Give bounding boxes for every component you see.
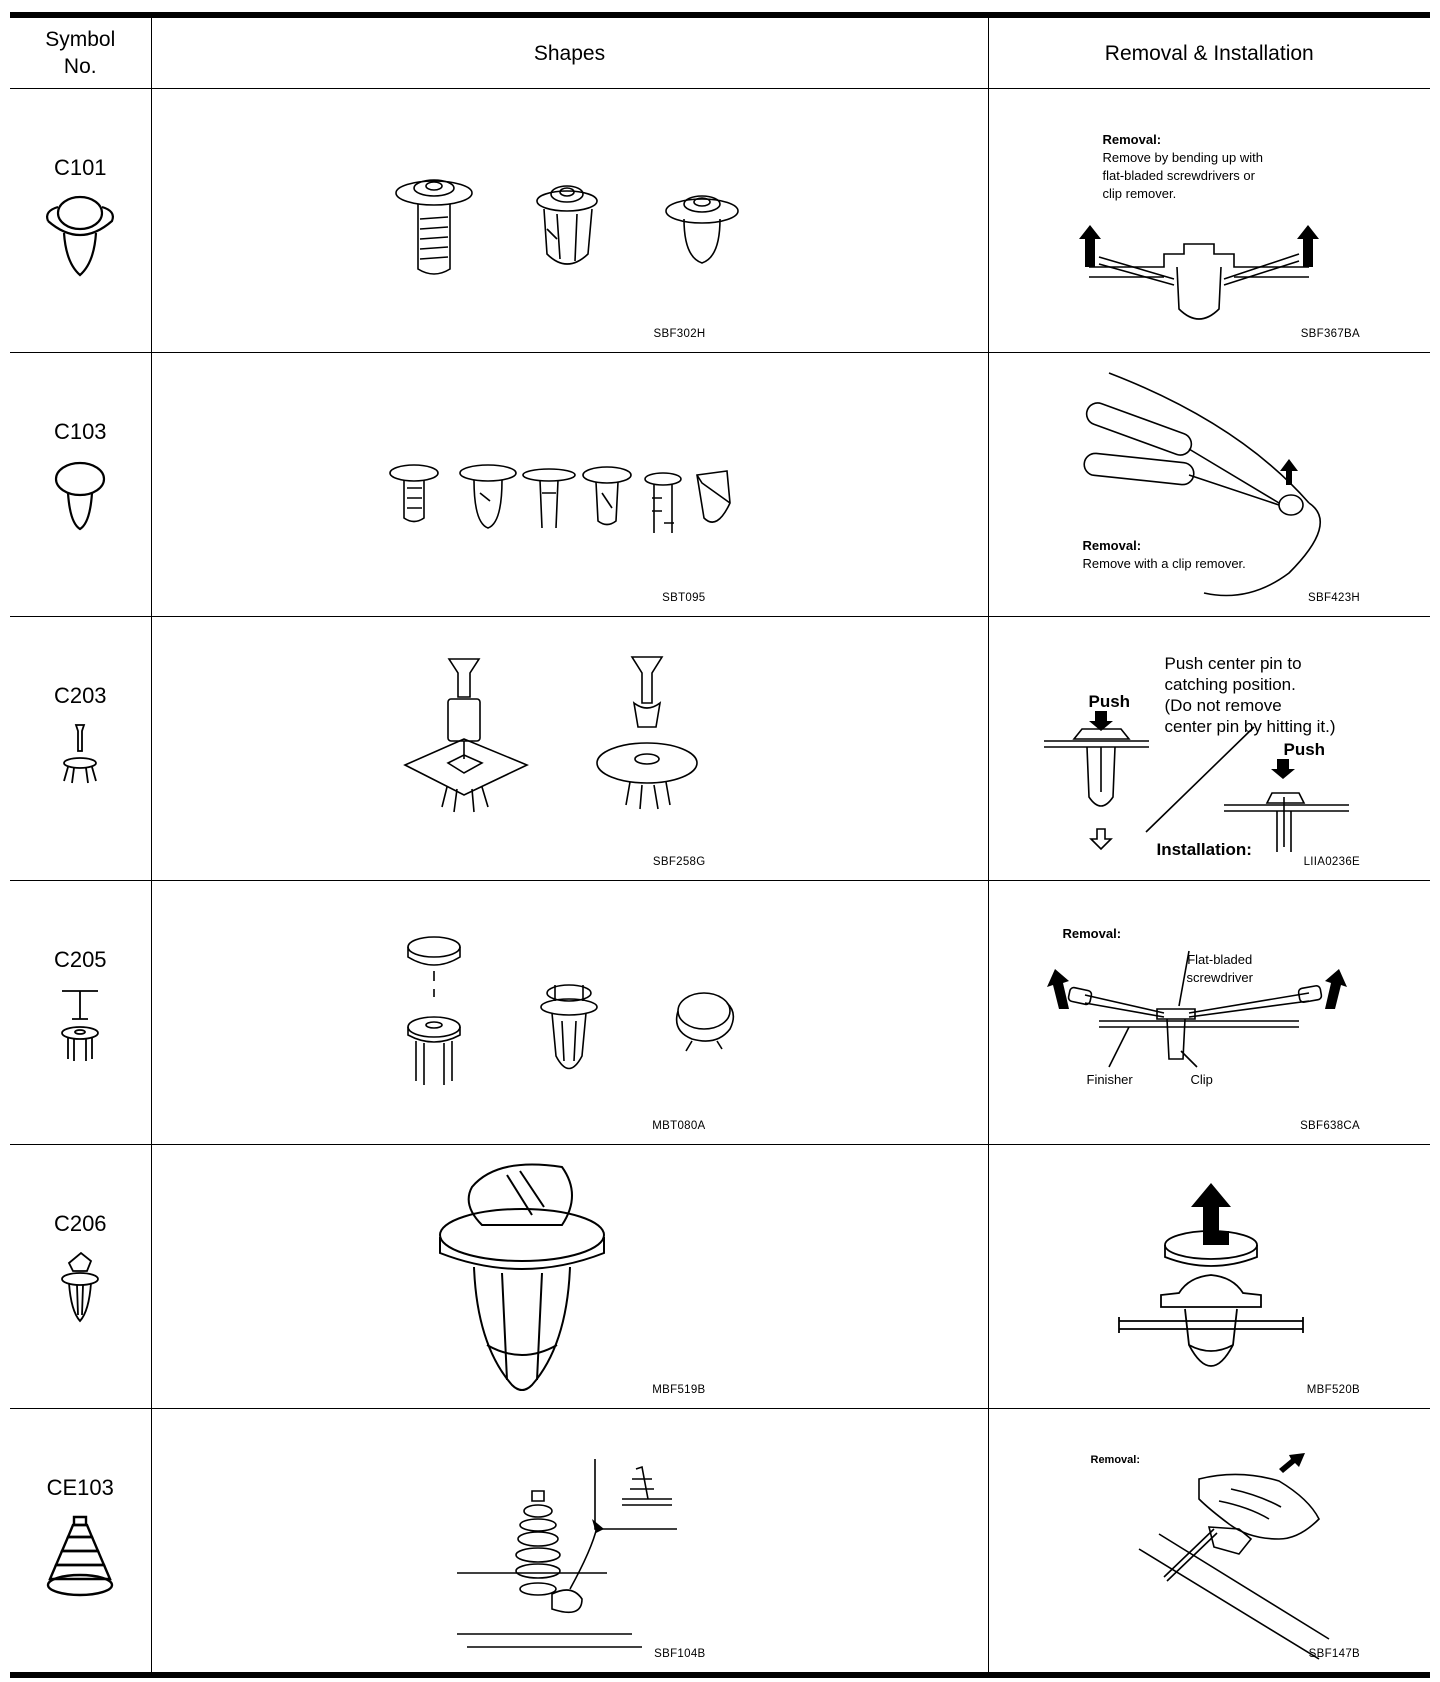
clip-shapes-c205-illustration <box>152 881 989 1144</box>
shapes-cell <box>151 1409 988 1676</box>
clip-row-ce103 <box>10 1409 1430 1676</box>
c101-removal-illustration <box>989 89 1431 352</box>
removal-title: Removal: <box>1090 1454 1141 1466</box>
shapes-cell <box>151 617 988 881</box>
shape-figure-code: SBT095 <box>662 592 706 604</box>
clip-c101-icon <box>40 193 120 283</box>
c205-removal-illustration <box>989 881 1431 1144</box>
removal-note <box>1083 537 1246 573</box>
removal-figure-code: SBF423H <box>1308 592 1360 604</box>
clip-row-c203 <box>10 617 1430 881</box>
removal-figure-code: LIIA0236E <box>1303 856 1360 868</box>
clip-c103-icon <box>40 457 120 537</box>
symbol-code: C103 <box>53 419 107 444</box>
installation-label: Installation: <box>1156 840 1252 859</box>
clip-row-c101 <box>10 89 1430 353</box>
c203-installation-illustration <box>989 617 1431 880</box>
shape-figure-code: SBF258G <box>652 856 706 868</box>
symbol-code: CE103 <box>46 1475 114 1500</box>
finisher-label: Finisher <box>1086 1072 1133 1087</box>
shapes-cell <box>151 89 988 353</box>
clip-row-c206 <box>10 1145 1430 1409</box>
push-label-left: Push <box>1088 692 1131 711</box>
removal-cell <box>988 1145 1430 1409</box>
clip-ce103-icon <box>40 1513 120 1603</box>
header-removal: Removal & Installation <box>988 15 1430 89</box>
c103-removal-illustration <box>989 353 1431 616</box>
header-symbol-text: Symbol No. <box>45 28 116 78</box>
removal-title: Removal: <box>1062 926 1122 941</box>
shapes-cell <box>151 881 988 1145</box>
tool-label: Flat-bladed screwdriver <box>1186 952 1253 985</box>
removal-text: Remove with a clip remover. <box>1082 556 1246 571</box>
shapes-cell <box>151 1145 988 1409</box>
shape-figure-code: SBF302H <box>653 328 706 340</box>
ce103-removal-illustration <box>989 1409 1431 1672</box>
symbol-code: C205 <box>53 947 107 972</box>
clip-shapes-ce103-illustration <box>152 1409 989 1672</box>
clip-shapes-c203-illustration <box>152 617 989 880</box>
shape-figure-code: MBF519B <box>652 1384 706 1396</box>
clip-table <box>10 12 1430 1678</box>
removal-figure-code: SBF147B <box>1308 1648 1360 1660</box>
removal-figure-code: MBF520B <box>1306 1384 1360 1396</box>
removal-cell <box>988 89 1430 353</box>
shapes-cell <box>151 353 988 617</box>
symbol-code: C203 <box>53 683 107 708</box>
symbol-code: C206 <box>53 1211 107 1236</box>
header-shapes: Shapes <box>151 15 988 89</box>
removal-cell <box>988 353 1430 617</box>
header-symbol <box>10 15 151 89</box>
removal-text: Remove by bending up with flat-bladed screwdrivers or clip remover. <box>1102 150 1263 201</box>
clip-shapes-c206-illustration <box>152 1145 989 1408</box>
removal-cell <box>988 881 1430 1145</box>
removal-figure-code: SBF367BA <box>1300 328 1360 340</box>
symbol-cell <box>10 1409 151 1676</box>
clip-row-c205 <box>10 881 1430 1145</box>
removal-figure-code: SBF638CA <box>1300 1120 1360 1132</box>
shape-figure-code: MBT080A <box>652 1120 706 1132</box>
removal-title: Removal: <box>1102 132 1162 147</box>
c206-removal-illustration <box>989 1145 1431 1408</box>
clip-c206-icon <box>55 1249 105 1329</box>
shape-figure-code: SBF104B <box>654 1648 706 1660</box>
clip-c203-icon <box>50 721 110 791</box>
removal-cell <box>988 617 1430 881</box>
symbol-code: C101 <box>53 155 107 180</box>
symbol-cell <box>10 89 151 353</box>
push-label-right: Push <box>1283 740 1326 759</box>
clip-label: Clip <box>1190 1072 1213 1087</box>
symbol-cell <box>10 353 151 617</box>
removal-cell <box>988 1409 1430 1676</box>
symbol-cell <box>10 617 151 881</box>
symbol-cell <box>10 881 151 1145</box>
clip-shapes-c103-illustration <box>152 353 989 616</box>
symbol-cell <box>10 1145 151 1409</box>
clip-c205-icon <box>50 985 110 1065</box>
clip-shapes-c101-illustration <box>152 89 989 352</box>
clip-row-c103 <box>10 353 1430 617</box>
installation-instruction: Push center pin to catching position. (Do not remove center pin by hitting it.) <box>1164 654 1336 736</box>
removal-title: Removal: <box>1082 538 1142 553</box>
header-row <box>10 15 1430 89</box>
